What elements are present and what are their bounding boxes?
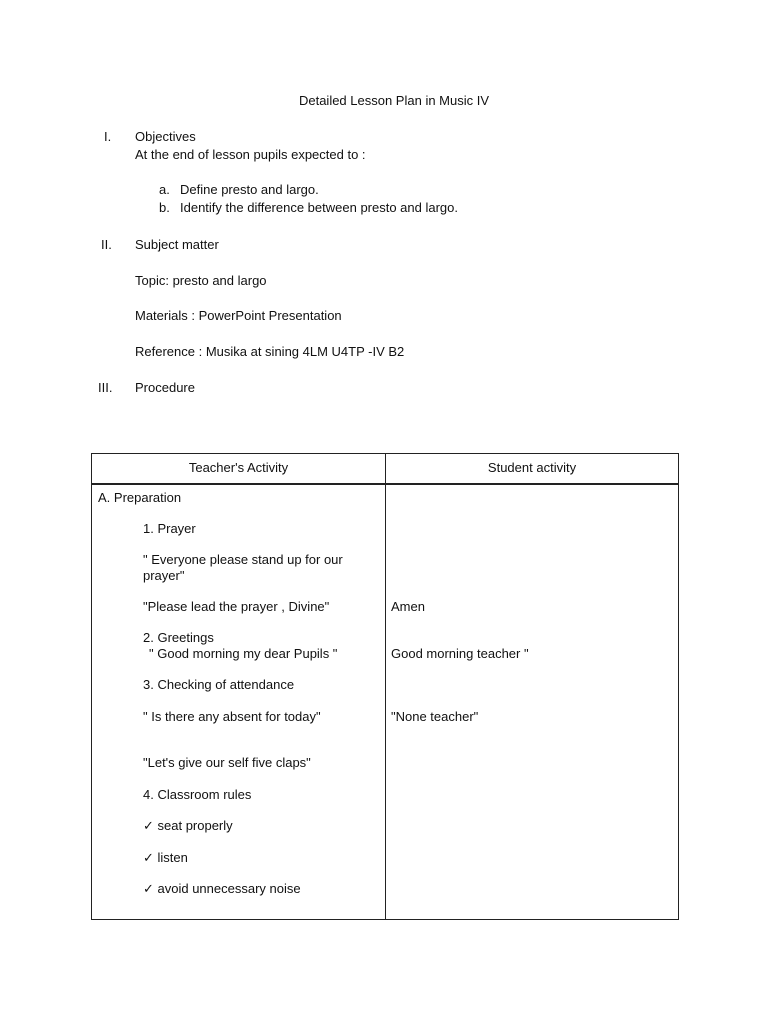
procedure-numeral: III.	[98, 380, 113, 395]
header-divider	[92, 483, 678, 485]
greetings-label: 2. Greetings	[143, 630, 214, 645]
teacher-stand-up: " Everyone please stand up for our prayer"	[143, 552, 343, 583]
page-title: Detailed Lesson Plan in Music IV	[298, 93, 490, 108]
teacher-claps: "Let's give our self five claps"	[143, 755, 311, 770]
objective-marker-b: b.	[159, 200, 170, 215]
student-none-teacher: "None teacher"	[391, 709, 479, 724]
objectives-intro: At the end of lesson pupils expected to :	[135, 147, 366, 162]
prayer-label: 1. Prayer	[143, 521, 196, 536]
subject-matter-heading: Subject matter	[135, 237, 219, 252]
rule-item: ✓ avoid unnecessary noise	[143, 881, 301, 896]
header-teacher-activity: Teacher's Activity	[188, 460, 289, 475]
student-good-morning: Good morning teacher "	[391, 646, 529, 661]
objective-item-a: Define presto and largo.	[180, 182, 319, 197]
teacher-absent-question: " Is there any absent for today"	[143, 709, 321, 724]
preparation-label: A. Preparation	[98, 490, 182, 505]
teacher-good-morning: " Good morning my dear Pupils "	[149, 646, 338, 661]
teacher-lead-prayer: "Please lead the prayer , Divine"	[143, 599, 330, 614]
column-divider	[385, 454, 386, 919]
activity-table	[91, 453, 679, 920]
topic-line: Topic: presto and largo	[135, 273, 267, 288]
header-student-activity: Student activity	[487, 460, 577, 475]
reference-line: Reference : Musika at sining 4LM U4TP -IV B2	[135, 344, 405, 359]
student-amen: Amen	[391, 599, 425, 614]
procedure-heading: Procedure	[135, 380, 195, 395]
objective-item-b: Identify the difference between presto and largo.	[180, 200, 459, 215]
objectives-numeral: I.	[104, 129, 112, 144]
materials-line: Materials : PowerPoint Presentation	[135, 308, 342, 323]
rule-item: ✓ listen	[143, 850, 188, 865]
objective-marker-a: a.	[159, 182, 170, 197]
attendance-label: 3. Checking of attendance	[143, 677, 295, 692]
objectives-heading: Objectives	[135, 129, 196, 144]
rule-item: ✓ seat properly	[143, 818, 233, 833]
classroom-rules-label: 4. Classroom rules	[143, 787, 252, 802]
subject-matter-numeral: II.	[101, 237, 112, 252]
